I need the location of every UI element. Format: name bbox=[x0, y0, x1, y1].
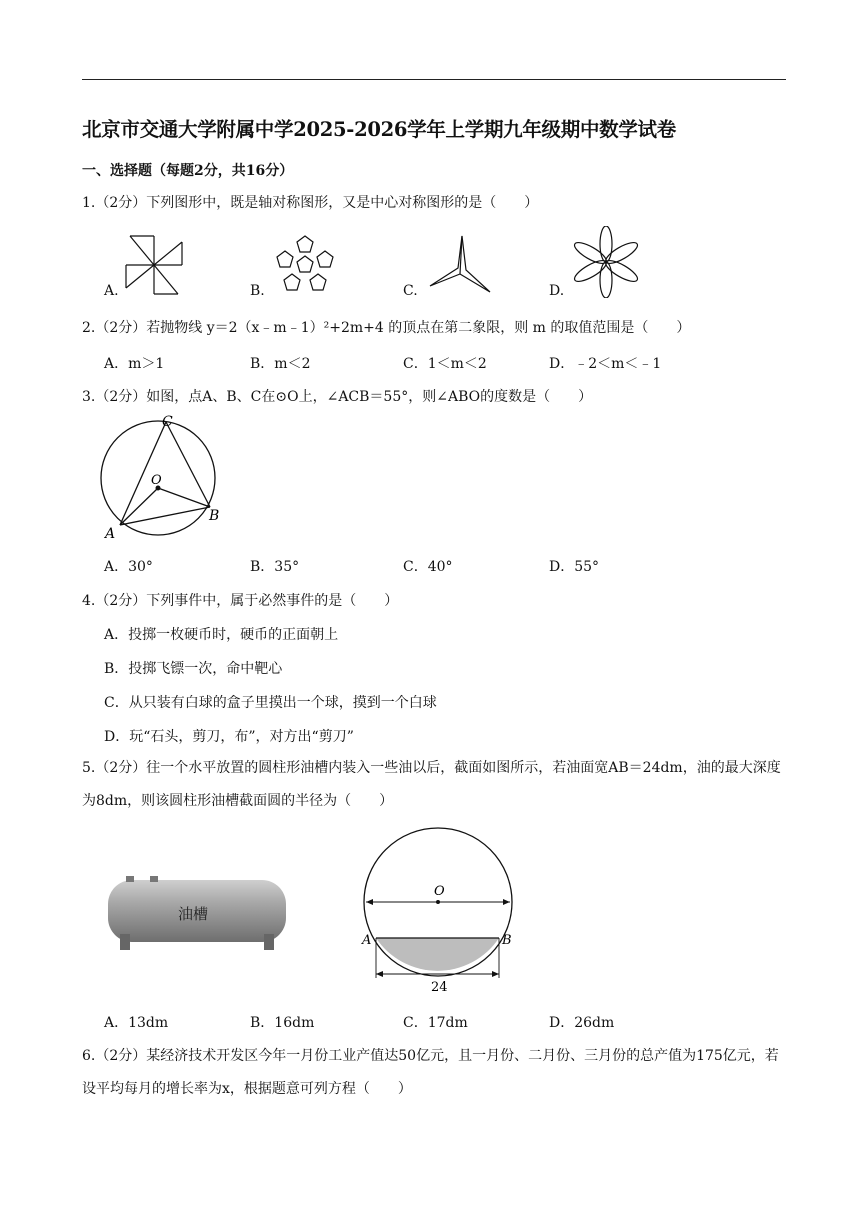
q3-option-d: D．55° bbox=[549, 559, 600, 575]
q3-option-c: C．40° bbox=[403, 559, 453, 575]
q4-option-b: B．投掷飞镖一次，命中靶心 bbox=[104, 661, 283, 677]
q3-option-a: A．30° bbox=[104, 559, 153, 575]
page-title: 北京市交通大学附属中学2025-2026学年上学期九年级期中数学试卷 bbox=[82, 118, 676, 141]
three-point-star-figure bbox=[426, 234, 494, 296]
q5-option-c: C．17dm bbox=[403, 1015, 468, 1031]
q2-option-d: D．﹣2＜m＜﹣1 bbox=[549, 356, 662, 372]
q1-option-c-label: C. bbox=[403, 283, 418, 299]
label-b: B bbox=[502, 933, 512, 948]
pentagon-ring-figure bbox=[272, 234, 338, 296]
q1-option-b-label: B. bbox=[250, 283, 265, 299]
q1-option-d-label: D. bbox=[549, 283, 565, 299]
q5-option-a: A．13dm bbox=[104, 1015, 169, 1031]
q4-stem: 4.（2分）下列事件中，属于必然事件的是（ ） bbox=[82, 593, 399, 609]
q1-option-a-label: A. bbox=[104, 283, 119, 299]
label-a: A bbox=[105, 526, 116, 542]
label-o: O bbox=[434, 884, 445, 899]
q5-option-d: D．26dm bbox=[549, 1015, 615, 1031]
q6-stem: 6.（2分）某经济技术开发区今年一月份工业产值达50亿元，且一月份、二月份、三月份的总产值为175亿元，若设平均每月的增长率为x，根据题意可列方程（ ） bbox=[82, 1048, 779, 1097]
q4-option-c: C．从只装有白球的盒子里摸出一个球，摸到一个白球 bbox=[104, 695, 437, 711]
q3-stem: 3.（2分）如图，点A、B、C在⊙O上，∠ACB＝55°，则∠ABO的度数是（ ） bbox=[82, 389, 593, 405]
q4-option-a: A．投掷一枚硬币时，硬币的正面朝上 bbox=[104, 627, 339, 643]
width-label: 24 bbox=[431, 980, 448, 995]
q2-option-a: A．m＞1 bbox=[104, 356, 165, 372]
q3-option-b: B．35° bbox=[250, 559, 300, 575]
pinwheel-figure bbox=[124, 234, 184, 296]
q2-option-c: C．1＜m＜2 bbox=[403, 356, 487, 372]
oil-tank-photo bbox=[104, 872, 290, 954]
oil-tank-cross-section bbox=[356, 826, 526, 996]
q2-stem: 2.（2分）若抛物线 y＝2（x﹣m﹣1）²+2m+4 的顶点在第二象限，则 m 的取值范围是（ ） bbox=[82, 320, 691, 336]
section-heading: 一、选择题（每题2分，共16分） bbox=[82, 163, 294, 179]
q4-option-d: D．玩“石头，剪刀，布”，对方出“剪刀” bbox=[104, 729, 354, 745]
header-rule bbox=[82, 79, 786, 80]
label-o: O bbox=[151, 473, 162, 488]
q2-option-b: B．m＜2 bbox=[250, 356, 311, 372]
q5-option-b: B．16dm bbox=[250, 1015, 315, 1031]
circle-triangle-figure bbox=[96, 410, 236, 544]
label-a: A bbox=[362, 933, 372, 948]
label-c: C bbox=[162, 414, 173, 430]
tank-label: 油槽 bbox=[178, 905, 209, 923]
q5-stem: 5.（2分）往一个水平放置的圆柱形油槽内装入一些油以后，截面如图所示，若油面宽AB＝24dm，油的最大深度为8dm，则该圆柱形油槽截面圆的半径为（ ） bbox=[82, 760, 781, 809]
label-b: B bbox=[209, 508, 220, 524]
six-petal-flower-figure bbox=[570, 226, 642, 298]
q1-stem: 1.（2分）下列图形中，既是轴对称图形，又是中心对称图形的是（ ） bbox=[82, 195, 539, 211]
